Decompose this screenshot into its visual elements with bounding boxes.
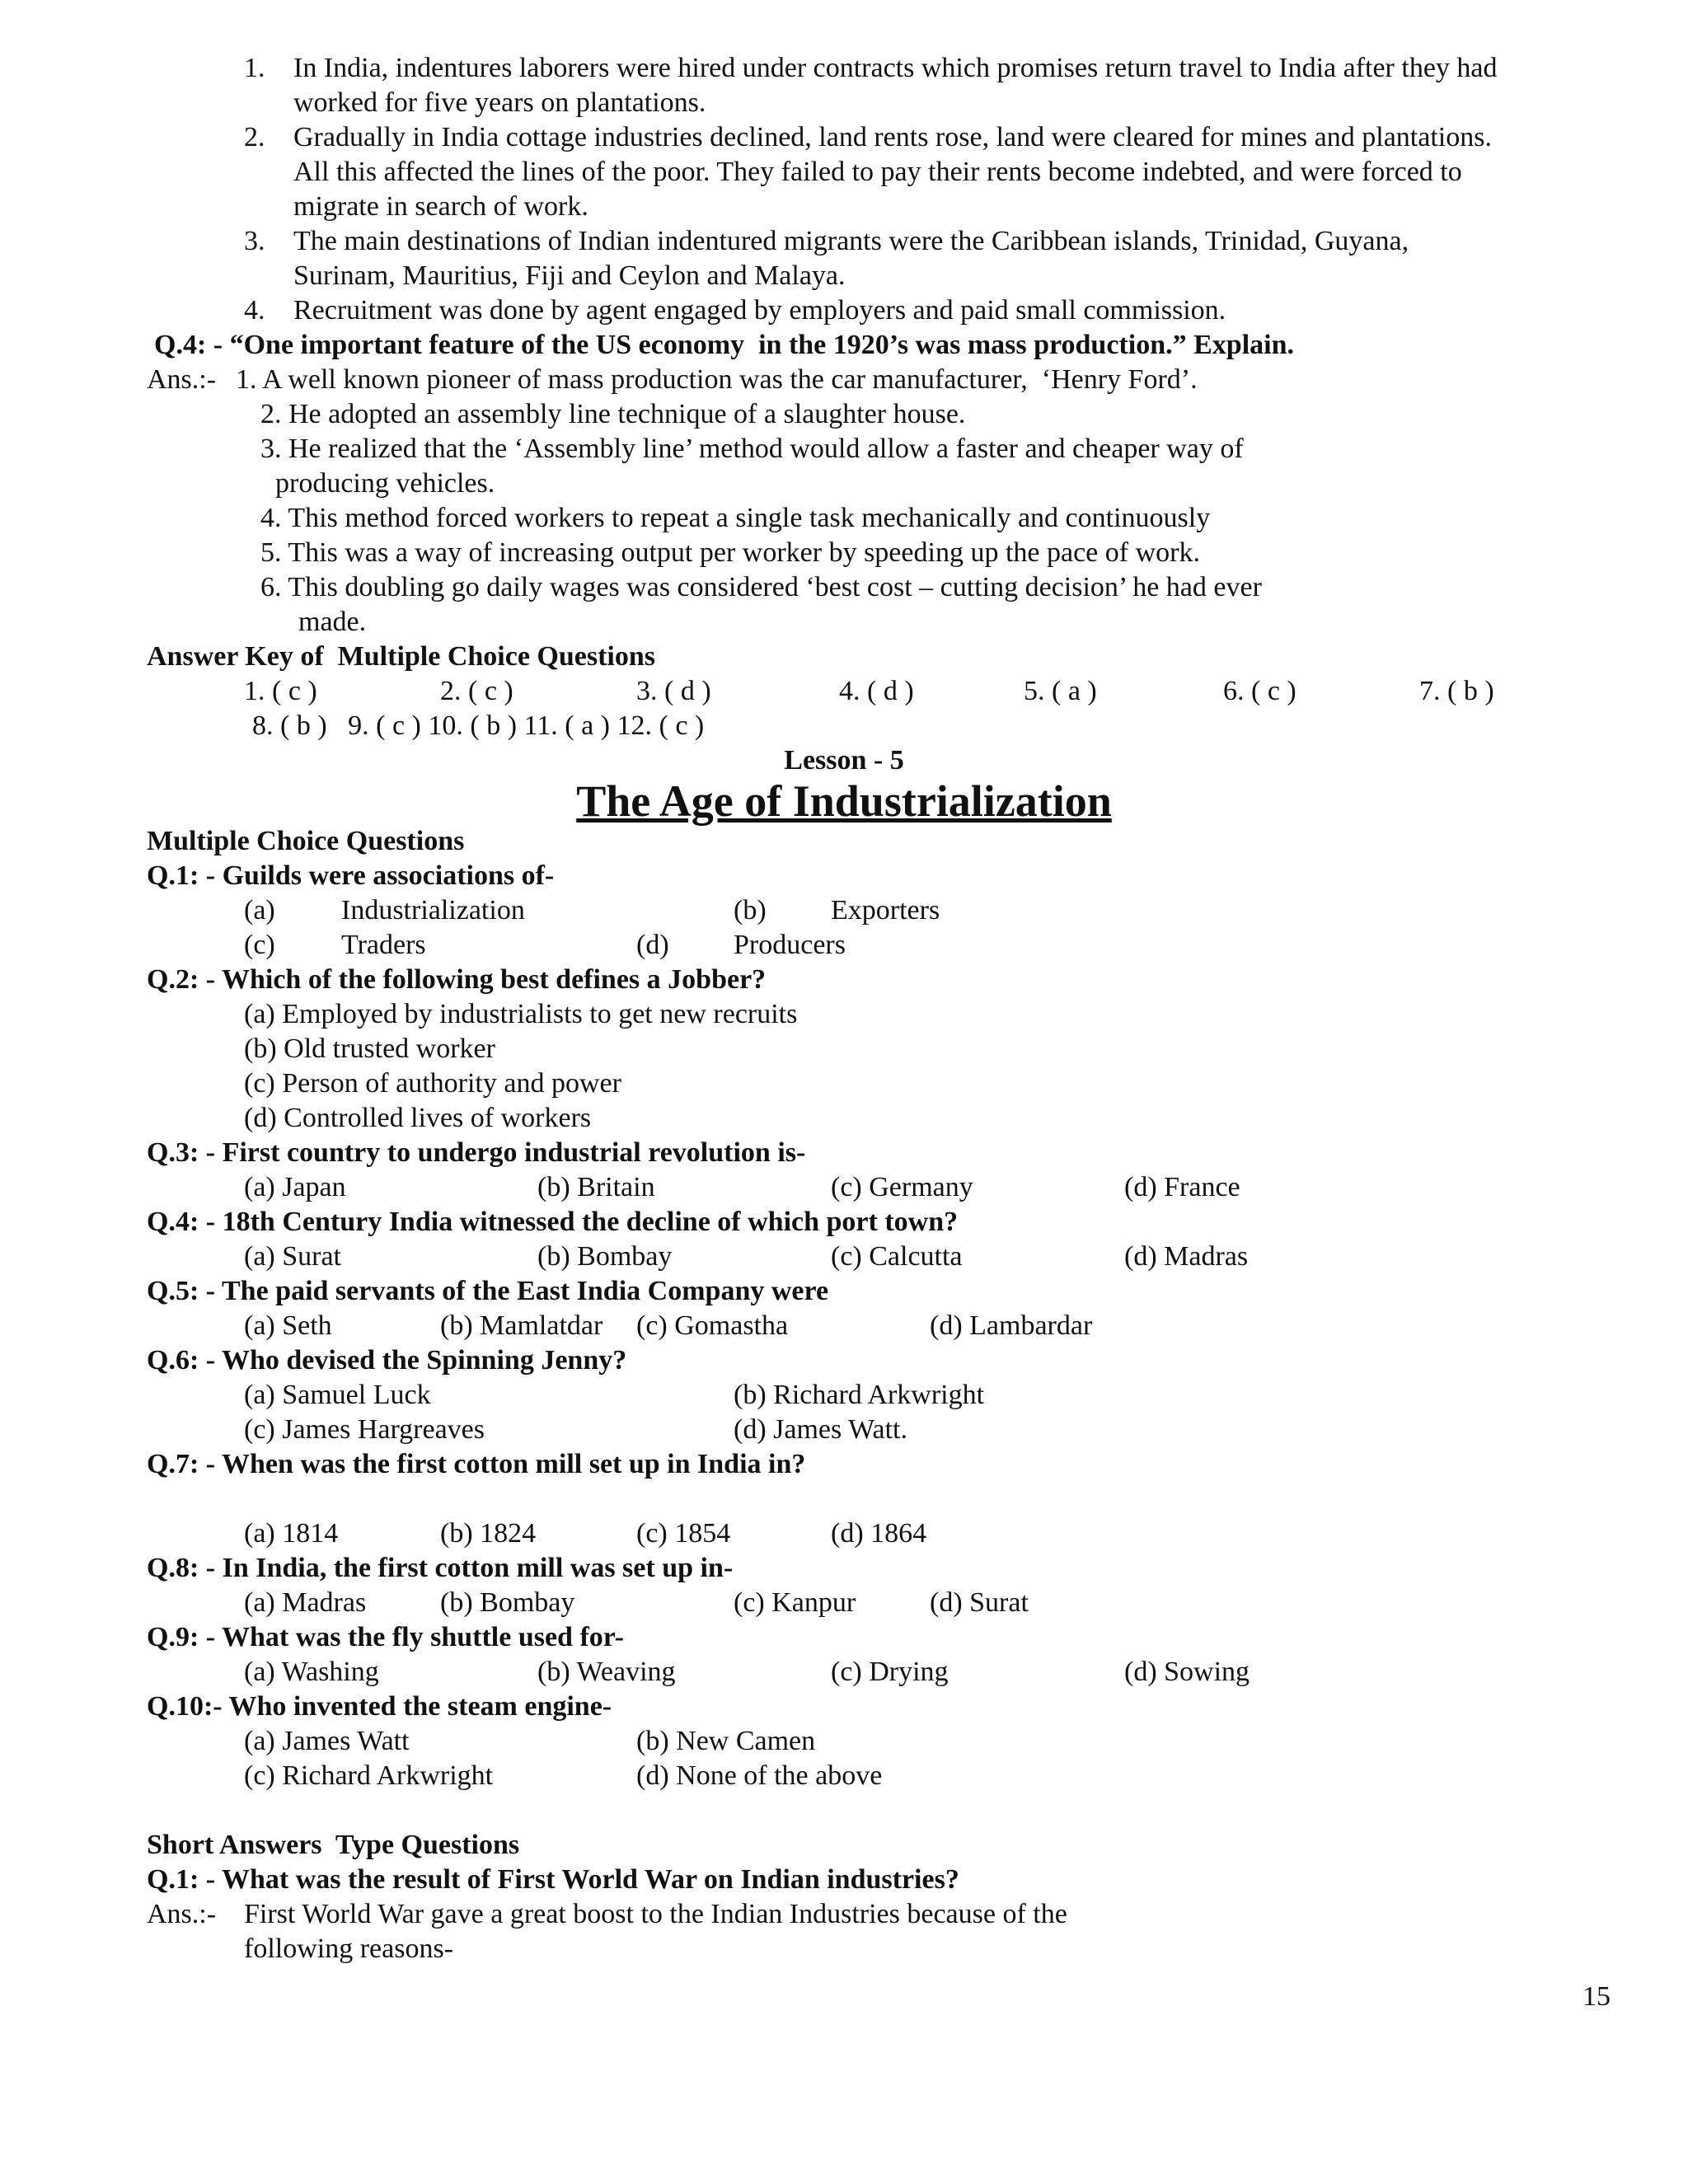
mcq-option: (c) Person of authority and power	[244, 1068, 621, 1099]
mcq-option: (a) Seth	[244, 1310, 332, 1341]
answer-key-heading: Answer Key of Multiple Choice Questions	[147, 641, 656, 672]
mcq-option: Traders	[341, 930, 426, 960]
mcq-option: (b) 1824	[440, 1518, 537, 1549]
mcq-option: (b) Mamlatdar	[440, 1310, 603, 1341]
mcq-option: (a) Madras	[244, 1587, 367, 1618]
mcq-option: (a) Surat	[244, 1241, 342, 1272]
answer-key-item: 6. ( c )	[1223, 676, 1296, 706]
mcq-question: Q.6: - Who devised the Spinning Jenny?	[147, 1345, 627, 1376]
answer-label: Ans.:-	[147, 1899, 217, 1929]
answer-label: Ans.:-	[147, 364, 217, 395]
section-heading: Short Answers Type Questions	[147, 1830, 520, 1860]
mcq-question: Q.8: - In India, the first cotton mill was set up in-	[147, 1553, 734, 1583]
mcq-option: (c) 1854	[636, 1518, 731, 1549]
mcq-question: Q.7: - When was the first cotton mill set up in India in?	[147, 1449, 806, 1479]
mcq-option: (b) Old trusted worker	[244, 1033, 495, 1064]
mcq-option: (b) Bombay	[440, 1587, 575, 1618]
mcq-option: (b) New Camen	[636, 1726, 816, 1756]
list-item-text: Gradually in India cottage industries declined, land rents rose, land were cleared for mines and plantations.	[293, 122, 1492, 152]
mcq-question: Q.1: - Guilds were associations of-	[147, 860, 555, 891]
mcq-question: Q.3: - First country to undergo industrial revolution is-	[147, 1137, 806, 1168]
answer-key-item: 2. ( c )	[440, 676, 513, 706]
mcq-option: (c) Germany	[831, 1172, 973, 1202]
list-item-text: In India, indentures laborers were hired under contracts which promises return travel to India after they had	[293, 53, 1498, 83]
mcq-option: (d)	[636, 930, 669, 960]
mcq-option: (d) Madras	[1124, 1241, 1249, 1272]
mcq-question: Q.5: - The paid servants of the East India Company were	[147, 1276, 829, 1306]
mcq-option: (d) France	[1124, 1172, 1240, 1202]
mcq-option: (c) Calcutta	[831, 1241, 963, 1272]
mcq-question: Q.10:- Who invented the steam engine-	[147, 1691, 612, 1722]
answer-text: First World War gave a great boost to the Indian Industries because of the	[244, 1899, 1067, 1929]
mcq-question: Q.9: - What was the fly shuttle used for-	[147, 1622, 624, 1652]
mcq-option: (c) Drying	[831, 1657, 949, 1687]
mcq-option: (d) 1864	[831, 1518, 927, 1549]
answer-point: made.	[298, 607, 367, 637]
mcq-option: (a) 1814	[244, 1518, 339, 1549]
mcq-option: (b) Weaving	[537, 1657, 676, 1687]
list-item-text: All this affected the lines of the poor. They failed to pay their rents become indebted, and were forced to	[293, 157, 1462, 187]
mcq-option: (d) Lambardar	[930, 1310, 1093, 1341]
question-heading: Q.4: - “One important feature of the US economy in the 1920’s was mass production.” Explain.	[154, 330, 1294, 360]
answer-key-item: 1. ( c )	[244, 676, 317, 706]
answer-text: following reasons-	[244, 1933, 454, 1964]
mcq-option: (c) Gomastha	[636, 1310, 789, 1341]
mcq-option: (a) James Watt	[244, 1726, 410, 1756]
answer-point: 2. He adopted an assembly line technique of a slaughter house.	[260, 399, 966, 429]
mcq-option: (b) Richard Arkwright	[734, 1380, 985, 1410]
answer-key-item: 3. ( d )	[636, 676, 711, 706]
section-heading: Multiple Choice Questions	[147, 826, 465, 856]
page-title: The Age of Industrialization	[576, 776, 1112, 826]
answer-key-item: 4. ( d )	[839, 676, 914, 706]
answer-key-item: 5. ( a )	[1024, 676, 1097, 706]
answer-point: 3. He realized that the ‘Assembly line’ method would allow a faster and cheaper way of	[260, 434, 1244, 464]
mcq-option: Exporters	[831, 895, 940, 926]
answer-point: 4. This method forced workers to repeat a single task mechanically and continuously	[260, 503, 1211, 533]
mcq-option: (a) Washing	[244, 1657, 379, 1687]
short-question: Q.1: - What was the result of First World War on Indian industries?	[147, 1864, 959, 1895]
mcq-option: Industrialization	[341, 895, 525, 926]
mcq-option: (a) Japan	[244, 1172, 346, 1202]
list-number: 2.	[244, 122, 265, 152]
mcq-option: (a) Employed by industrialists to get new recruits	[244, 999, 798, 1029]
list-number: 4.	[244, 295, 265, 326]
mcq-option: (c) Richard Arkwright	[244, 1760, 494, 1791]
mcq-option: (d) Sowing	[1124, 1657, 1250, 1687]
mcq-option: (c)	[244, 930, 275, 960]
answer-point: 5. This was a way of increasing output per worker by speeding up the pace of work.	[260, 537, 1200, 568]
answer-key-item: 7. ( b )	[1419, 676, 1494, 706]
mcq-option: (b) Britain	[537, 1172, 655, 1202]
answer-point: producing vehicles.	[275, 468, 495, 499]
list-number: 3.	[244, 226, 265, 256]
list-item-text: The main destinations of Indian indentured migrants were the Caribbean islands, Trinidad, Guyana,	[293, 226, 1409, 256]
mcq-question: Q.4: - 18th Century India witnessed the decline of which port town?	[147, 1207, 959, 1237]
mcq-option: (d) None of the above	[636, 1760, 883, 1791]
lesson-label: Lesson - 5	[784, 745, 904, 776]
list-number: 1.	[244, 53, 265, 83]
list-item-text: migrate in search of work.	[293, 191, 588, 222]
mcq-option: (a) Samuel Luck	[244, 1380, 431, 1410]
mcq-option: (a)	[244, 895, 275, 926]
mcq-option: Producers	[734, 930, 846, 960]
mcq-option: (b) Bombay	[537, 1241, 673, 1272]
list-item-text: Recruitment was done by agent engaged by employers and paid small commission.	[293, 295, 1226, 326]
mcq-question: Q.2: - Which of the following best defines a Jobber?	[147, 964, 767, 995]
answer-point: 6. This doubling go daily wages was considered ‘best cost – cutting decision’ he had ever	[260, 572, 1262, 602]
page-number: 15	[1582, 1981, 1611, 2012]
mcq-option: (d) Surat	[930, 1587, 1029, 1618]
answer-key-row-2: 8. ( b ) 9. ( c ) 10. ( b ) 11. ( a ) 12. ( c )	[252, 710, 705, 741]
mcq-option: (c) James Hargreaves	[244, 1414, 485, 1445]
list-item-text: worked for five years on plantations.	[293, 87, 706, 118]
list-item-text: Surinam, Mauritius, Fiji and Ceylon and Malaya.	[293, 260, 846, 291]
mcq-option: (b)	[734, 895, 767, 926]
mcq-option: (c) Kanpur	[734, 1587, 856, 1618]
answer-point: 1. A well known pioneer of mass production was the car manufacturer, ‘Henry Ford’.	[236, 364, 1198, 395]
mcq-option: (d) Controlled lives of workers	[244, 1103, 592, 1133]
mcq-option: (d) James Watt.	[734, 1414, 907, 1445]
